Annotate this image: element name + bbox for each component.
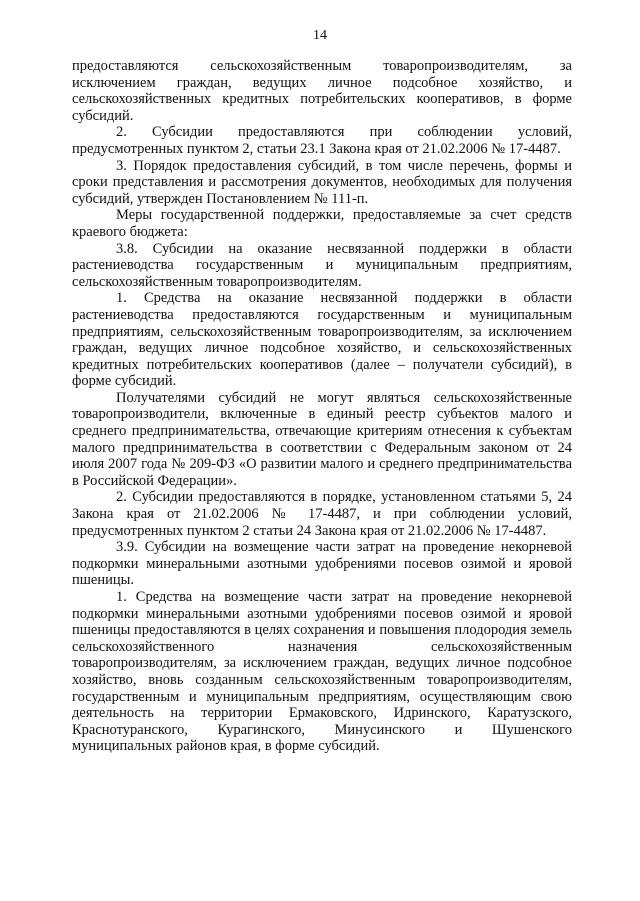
section-3-9-item-1: 1. Средства на возмещение части затрат на проведение некорневой подкормки минеральными азотными удобрениями посевов озимой и яровой пшеницы предоставляются в целях сохранения и повышения плодородия земель сельскохозяйственного назначения сельскохозяйственным товаропроизводителям, за исключением граждан, ведущих личное подсобное хозяйство, вновь созданным сельскохозяйственным товаропроизводителям, государственным и муниципальным предприятиям, осуществляющим свою деятельность на территории Ермаковского, Идринского, Каратузского, Краснотуранского, Курагинского, Минусинского и Шушенского муниципальных районов края, в форме субсидий. — [72, 589, 572, 755]
section-3-9-heading: 3.9. Субсидии на возмещение части затрат на проведение некорневой подкормки минеральными азотными удобрениями посевов озимой и яровой пшеницы. — [72, 539, 572, 589]
paragraph-item-3-procedure: 3. Порядок предоставления субсидий, в том числе перечень, формы и сроки представления и рассмотрения документов, необходимых для получения субсидий, утвержден Постановлением № 111-п. — [72, 157, 572, 207]
paragraph-continuation: предоставляются сельскохозяйственным товаропроизводителям, за исключением граждан, ведущих личное подсобное хозяйство, и сельскохозяйственных кредитных потребительских кооперативов, в форме субсидий. — [72, 58, 572, 124]
paragraph-support-measures: Меры государственной поддержки, предоставляемые за счет средств краевого бюджета: — [72, 207, 572, 240]
section-3-8-item-2: 2. Субсидии предоставляются в порядке, установленном статьями 5, 24 Закона края от 21.02.2006 № 17-4487, и при соблюдении условий, предусмотренных пунктом 2 статьи 24 Закона края от 21.02.2006 № 17-4487. — [72, 489, 572, 539]
section-3-8-item-1: 1. Средства на оказание несвязанной поддержки в области растениеводства предоставляются государственным и муниципальным предприятиям, сельскохозяйственным товаропроизводителям, за исключением граждан, ведущих личное подсобное хозяйство, и сельскохозяйственных кредитных потребительских кооперативов (далее – получатели субсидий), в форме субсидий. — [72, 290, 572, 390]
document-body — [72, 58, 572, 755]
paragraph-item-2-conditions: 2. Субсидии предоставляются при соблюдении условий, предусмотренных пунктом 2, статьи 23.1 Закона края от 21.02.2006 № 17-4487. — [72, 124, 572, 157]
section-3-8-heading: 3.8. Субсидии на оказание несвязанной поддержки в области растениеводства государственным и муниципальным предприятиям, сельскохозяйственным товаропроизводителям. — [72, 240, 572, 290]
section-3-8-recipients-exclusion: Получателями субсидий не могут являться сельскохозяйственные товаропроизводители, включенные в единый реестр субъектов малого и среднего предпринимательства, отвечающие критериям отнесения к субъектам малого предпринимательства в соответствии с Федеральным законом от 24 июля 2007 года № 209-ФЗ «О развитии малого и среднего предпринимательства в Российской Федерации». — [72, 389, 572, 489]
page-number: 14 — [313, 28, 327, 43]
